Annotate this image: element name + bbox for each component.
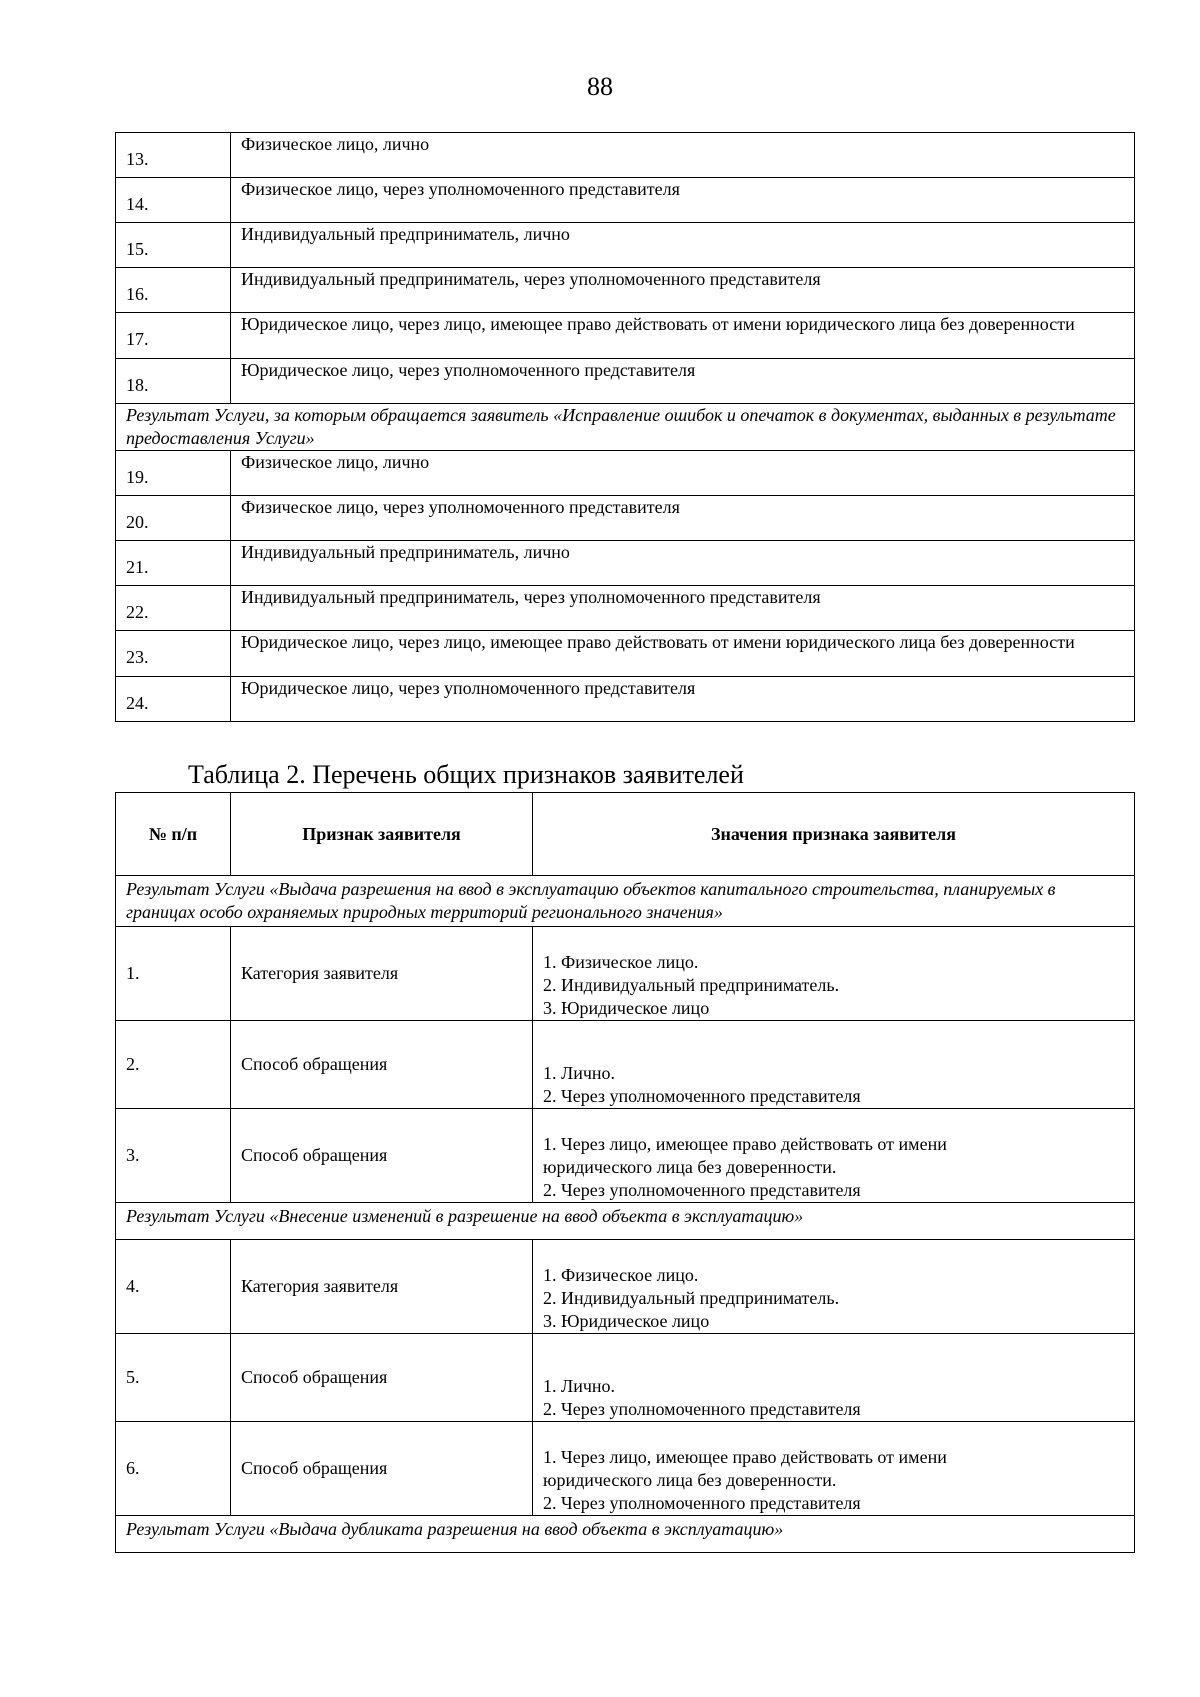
row-text: Индивидуальный предприниматель, лично <box>231 223 1135 268</box>
section-title: Результат Услуги «Выдача дубликата разрешения на ввод объекта в эксплуатацию» <box>116 1516 1135 1553</box>
table-row <box>116 133 1135 178</box>
attribute-name: Способ обращения <box>231 1021 533 1109</box>
row-text: Индивидуальный предприниматель, через уполномоченного представителя <box>231 586 1135 631</box>
value-line: юридического лица без доверенности. <box>543 1157 837 1177</box>
attribute-values <box>533 1109 1135 1203</box>
attribute-name: Способ обращения <box>231 1334 533 1422</box>
value-line: 1. Физическое лицо. <box>543 952 699 972</box>
table2-title: Таблица 2. Перечень общих признаков заявителей <box>188 760 744 789</box>
applicant-variants-table <box>115 132 1135 722</box>
row-number: 6. <box>116 1422 231 1516</box>
row-text: Индивидуальный предприниматель, лично <box>231 541 1135 586</box>
row-number: 2. <box>116 1021 231 1109</box>
value-line: 3. Юридическое лицо <box>543 998 710 1018</box>
row-number: 23. <box>116 631 231 677</box>
attribute-name: Категория заявителя <box>231 927 533 1021</box>
row-text: Юридическое лицо, через лицо, имеющее право действовать от имени юридического лица без доверенности <box>231 631 1135 677</box>
row-number: 19. <box>116 451 231 496</box>
table-row <box>116 1422 1135 1516</box>
section-title: Результат Услуги «Выдача разрешения на ввод в эксплуатацию объектов капитального строительства, планируемых в границах особо охраняемых природных территорий регионального значения» <box>116 876 1135 927</box>
applicant-attributes-table <box>115 792 1135 1553</box>
table-row <box>116 1334 1135 1422</box>
attribute-values <box>533 927 1135 1021</box>
row-number: 22. <box>116 586 231 631</box>
table-row <box>116 1021 1135 1109</box>
row-number: 20. <box>116 496 231 541</box>
row-text: Физическое лицо, через уполномоченного представителя <box>231 496 1135 541</box>
table-row <box>116 631 1135 677</box>
row-text: Юридическое лицо, через уполномоченного представителя <box>231 359 1135 404</box>
header-values: Значения признака заявителя <box>533 793 1135 876</box>
section-row <box>116 1203 1135 1240</box>
table-row <box>116 541 1135 586</box>
table-row <box>116 927 1135 1021</box>
attribute-values <box>533 1422 1135 1516</box>
value-line: 1. Лично. <box>543 1376 616 1396</box>
value-line: юридического лица без доверенности. <box>543 1470 837 1490</box>
row-number: 14. <box>116 178 231 223</box>
value-line: 2. Через уполномоченного представителя <box>543 1180 861 1200</box>
row-number: 15. <box>116 223 231 268</box>
table-row <box>116 178 1135 223</box>
table-row <box>116 496 1135 541</box>
value-line: 1. Лично. <box>543 1063 616 1083</box>
table-row <box>116 1240 1135 1334</box>
value-line: 2. Через уполномоченного представителя <box>543 1086 861 1106</box>
table-row <box>116 313 1135 359</box>
row-number: 21. <box>116 541 231 586</box>
table-row <box>116 1109 1135 1203</box>
value-line: 1. Физическое лицо. <box>543 1265 699 1285</box>
row-number: 18. <box>116 359 231 404</box>
row-text: Физическое лицо, через уполномоченного представителя <box>231 178 1135 223</box>
section-title: Результат Услуги, за которым обращается заявитель «Исправление ошибок и опечаток в документах, выданных в результате предоставления Услуги» <box>116 404 1135 451</box>
table2-header-row <box>116 793 1135 876</box>
value-line: 2. Индивидуальный предприниматель. <box>543 1288 840 1308</box>
row-number: 13. <box>116 133 231 178</box>
row-number: 17. <box>116 313 231 359</box>
section-title: Результат Услуги «Внесение изменений в разрешение на ввод объекта в эксплуатацию» <box>116 1203 1135 1240</box>
attribute-name: Способ обращения <box>231 1109 533 1203</box>
section-row <box>116 404 1135 451</box>
value-line: 2. Индивидуальный предприниматель. <box>543 975 840 995</box>
attribute-values <box>533 1021 1135 1109</box>
value-line: 3. Юридическое лицо <box>543 1311 710 1331</box>
attribute-values <box>533 1334 1135 1422</box>
row-text: Юридическое лицо, через уполномоченного представителя <box>231 677 1135 722</box>
table-row <box>116 677 1135 722</box>
row-number: 16. <box>116 268 231 313</box>
value-line: 2. Через уполномоченного представителя <box>543 1493 861 1513</box>
row-number: 5. <box>116 1334 231 1422</box>
attribute-values <box>533 1240 1135 1334</box>
section-row <box>116 1516 1135 1553</box>
attribute-name: Категория заявителя <box>231 1240 533 1334</box>
header-number: № п/п <box>116 793 231 876</box>
row-text: Юридическое лицо, через лицо, имеющее право действовать от имени юридического лица без доверенности <box>231 313 1135 359</box>
header-attribute: Признак заявителя <box>231 793 533 876</box>
page-number: 88 <box>587 72 613 101</box>
row-text: Физическое лицо, лично <box>231 451 1135 496</box>
row-number: 4. <box>116 1240 231 1334</box>
row-number: 1. <box>116 927 231 1021</box>
attribute-name: Способ обращения <box>231 1422 533 1516</box>
table-row <box>116 451 1135 496</box>
value-line: 2. Через уполномоченного представителя <box>543 1399 861 1419</box>
table-row <box>116 586 1135 631</box>
row-number: 3. <box>116 1109 231 1203</box>
value-line: 1. Через лицо, имеющее право действовать от имени <box>543 1134 947 1154</box>
section-row <box>116 876 1135 927</box>
table-row <box>116 359 1135 404</box>
value-line: 1. Через лицо, имеющее право действовать от имени <box>543 1447 947 1467</box>
table-row <box>116 268 1135 313</box>
row-text: Физическое лицо, лично <box>231 133 1135 178</box>
table-row <box>116 223 1135 268</box>
row-text: Индивидуальный предприниматель, через уполномоченного представителя <box>231 268 1135 313</box>
row-number: 24. <box>116 677 231 722</box>
